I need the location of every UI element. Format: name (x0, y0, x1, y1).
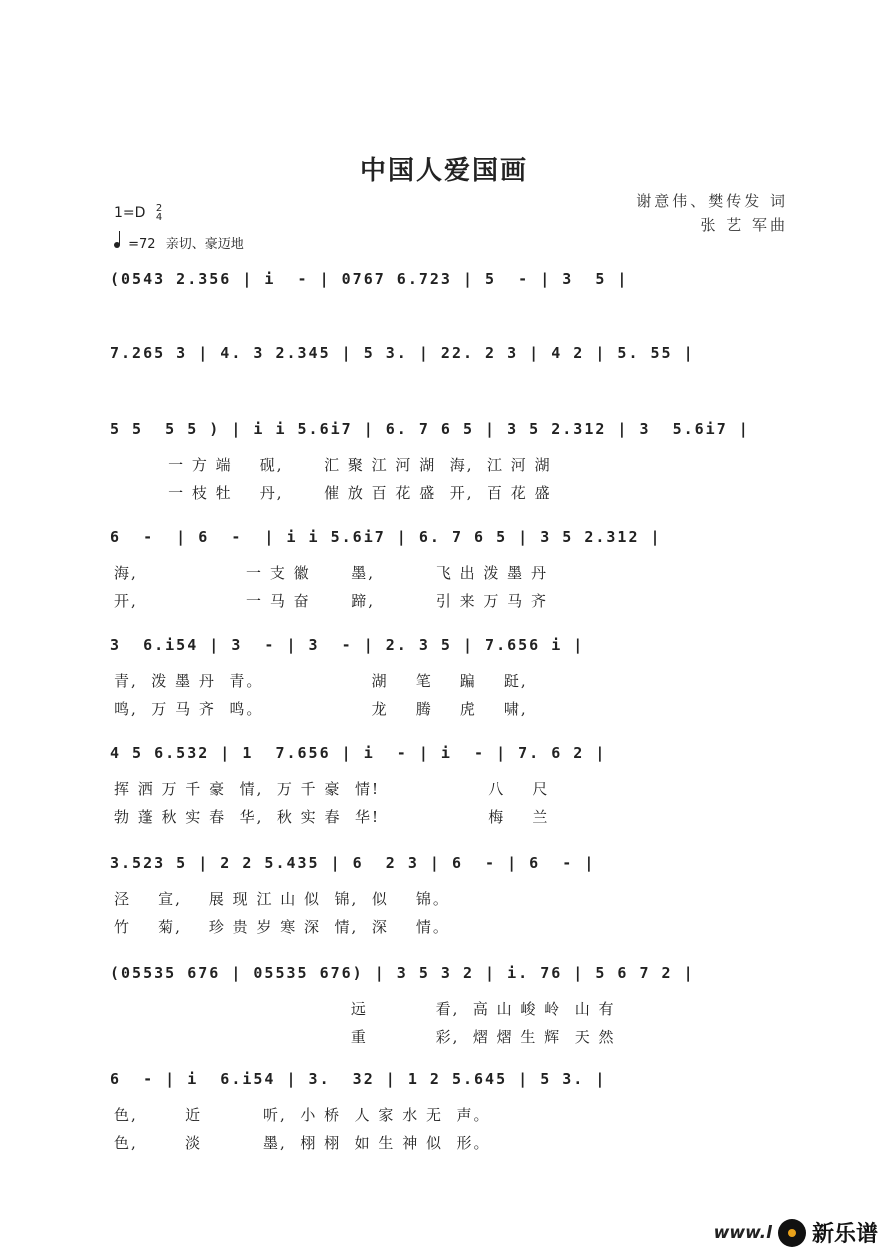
notation-line: 6 - | i 6.i54 | 3. 32 | 1 2 5.645 | 5 3. | (110, 1070, 607, 1088)
score-system-3 (0, 416, 888, 506)
notation-line: 5 5 5 5 ) | i i 5.6i7 | 6. 7 6 5 | 3 5 2.312 | 3 5.6i7 | (110, 420, 750, 438)
time-signature (156, 204, 162, 222)
notation-line: 3.523 5 | 2 2 5.435 | 6 2 3 | 6 - | 6 - | (110, 854, 596, 872)
watermark-url: www.l (713, 1222, 772, 1243)
lyrics-verse-2: 鸣, 万 马 齐 鸣。 龙 腾 虎 啸, (114, 700, 528, 718)
tempo-value: =72 (128, 237, 156, 252)
notation-line: 6 - | 6 - | i i 5.6i7 | 6. 7 6 5 | 3 5 2.312 | (110, 528, 662, 546)
lyrics-verse-2: 勃 蓬 秋 实 春 华, 秋 实 春 华! 梅 兰 (114, 808, 550, 826)
notation-line: 7.265 3 | 4. 3 2.345 | 5 3. | 22. 2 3 | 4 2 | 5. 55 | (110, 344, 695, 362)
score-system-9 (0, 1066, 888, 1156)
lyrics-verse-2: 色, 淡 墨, 栩 栩 如 生 神 似 形。 (114, 1134, 491, 1152)
key-signature (114, 204, 162, 222)
lyrics-verse-2: 重 彩, 熠 熠 生 辉 天 然 (114, 1028, 616, 1046)
lyricist-credit: 谢意伟、樊传发 词 (636, 192, 788, 210)
notation-line: (0543 2.356 | i - | 0767 6.723 | 5 - | 3 5 | (110, 270, 629, 288)
lyrics-verse-2: 竹 菊, 珍 贵 岁 寒 深 情, 深 情。 (114, 918, 450, 936)
score-system-5 (0, 632, 888, 722)
notation-line: 4 5 6.532 | 1 7.656 | i - | i - | 7. 6 2 | (110, 744, 607, 762)
time-top: 2 (155, 203, 163, 214)
lyrics-verse-2: 一 枝 牡 丹, 催 放 百 花 盛 开, 百 花 盛 (114, 484, 552, 502)
score-system-8 (0, 960, 888, 1050)
key-label: 1=D (114, 205, 146, 221)
quarter-note-icon (114, 242, 120, 248)
score-system-4 (0, 524, 888, 614)
notation-line: 3 6.i54 | 3 - | 3 - | 2. 3 5 | 7.656 i | (110, 636, 585, 654)
lyrics-verse-1: 海, 一 支 徽 墨, 飞 出 泼 墨 丹 (114, 564, 548, 582)
site-watermark (714, 1217, 878, 1248)
lyrics-verse-1: 色, 近 听, 小 桥 人 家 水 无 声。 (114, 1106, 491, 1124)
lyrics-verse-2: 开, 一 马 奋 蹄, 引 来 万 马 齐 (114, 592, 548, 610)
score-system-6 (0, 740, 888, 830)
composer-credit: 张 艺 军曲 (700, 216, 788, 234)
expression-mark: 亲切、豪迈地 (165, 237, 244, 252)
time-bottom: 4 (155, 212, 163, 223)
score-system-7 (0, 850, 888, 940)
song-title: 中国人爱国画 (359, 156, 528, 186)
lyrics-verse-1: 远 看, 高 山 峻 岭 山 有 (114, 1000, 616, 1018)
record-disc-icon (778, 1219, 806, 1247)
notation-line: (05535 676 | 05535 676) | 3 5 3 2 | i. 76 | 5 6 7 2 | (110, 964, 695, 982)
tempo-line (114, 233, 244, 252)
lyrics-verse-1: 一 方 端 砚, 汇 聚 江 河 湖 海, 江 河 湖 (114, 456, 552, 474)
lyrics-verse-1: 挥 洒 万 千 豪 情, 万 千 豪 情! 八 尺 (114, 780, 550, 798)
lyrics-verse-1: 青, 泼 墨 丹 青。 湖 笔 蹁 跹, (114, 672, 528, 690)
watermark-name: 新乐谱 (811, 1222, 878, 1247)
lyrics-verse-1: 泾 宣, 展 现 江 山 似 锦, 似 锦。 (114, 890, 450, 908)
